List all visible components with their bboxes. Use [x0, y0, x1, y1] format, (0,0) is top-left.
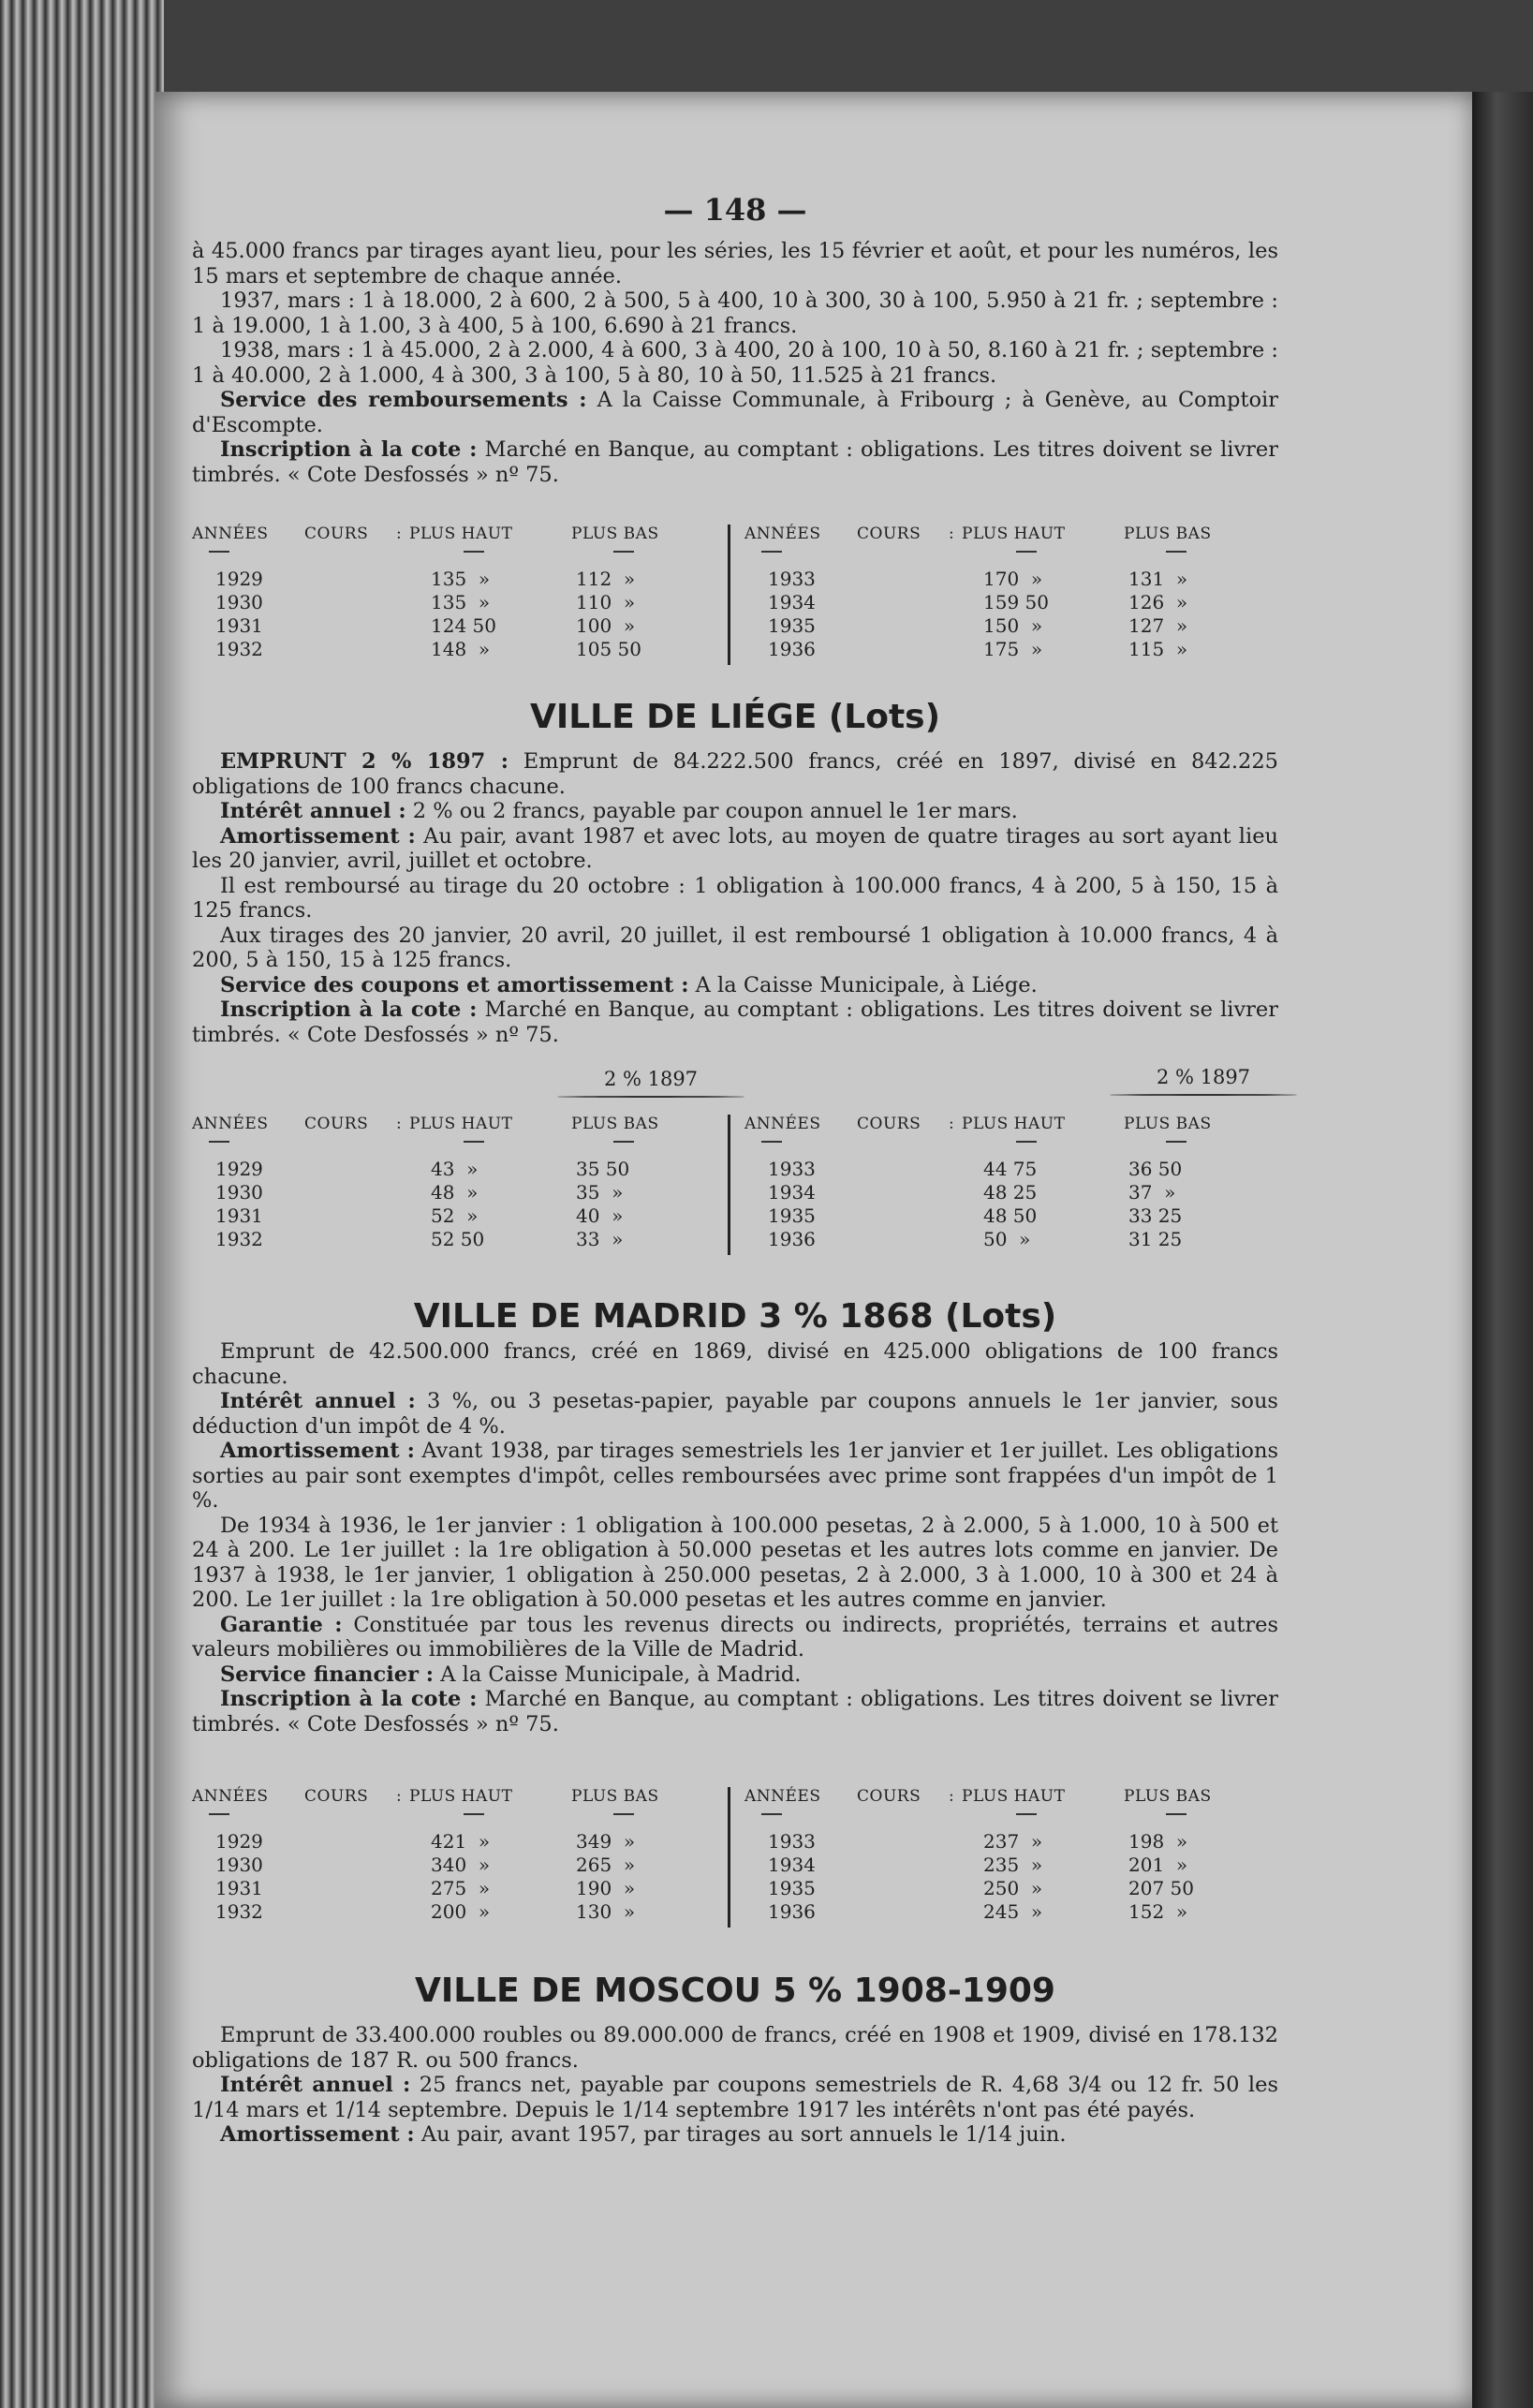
bas-dash [1166, 551, 1187, 553]
haut-column [431, 1158, 484, 1251]
annees-dash [761, 1141, 782, 1143]
table-cell: 1930 [215, 591, 263, 613]
paragraph-label: Service des remboursements : [220, 388, 587, 412]
book-page-edges [0, 0, 164, 2408]
table-cell: 150 » [983, 614, 1043, 637]
intro-paragraph: 1937, mars : 1 à 18.000, 2 à 600, 2 à 500, 5 à 400, 10 à 300, 30 à 100, 5.950 à 21 fr. ; septembre : 1 à 19.000, 1 à 1.00, 3 à 400, 5 à 100, 6.690 à 21 francs. [192, 288, 1278, 338]
liege-paragraph [192, 749, 1278, 799]
paragraph-label: Amortissement : [220, 1439, 415, 1463]
table-cell: 170 » [983, 568, 1043, 590]
paragraph-text: Marché en Banque, au comptant : obligations. Les titres doivent se livrer timbrés. « Cote Desfossés » nº 75. [192, 1687, 1278, 1736]
table-cell: 126 » [1128, 591, 1188, 613]
table-cell: 349 » [576, 1830, 636, 1853]
paragraph-text: 2 % ou 2 francs, payable par coupon annuel le 1er mars. [405, 799, 1018, 823]
liege-section [192, 749, 1278, 1047]
bas-column [576, 568, 641, 661]
table-cell: 135 » [431, 568, 491, 590]
liege-paragraph: Aux tirages des 20 janvier, 20 avril, 20 juillet, il est remboursé 1 obligation à 10.000 francs, 4 à 200, 5 à 150, 15 à 125 francs. [192, 923, 1278, 972]
table-cell: 37 » [1128, 1181, 1176, 1204]
table-cell: 1929 [215, 1830, 263, 1853]
bas-column [576, 1158, 629, 1251]
table-cell: 127 » [1128, 614, 1188, 637]
table-cell: 100 » [576, 614, 636, 637]
paragraph-label: Intérêt annuel : [220, 2073, 411, 2097]
table-cell: 48 25 [983, 1181, 1038, 1204]
paragraph-text: Avant 1938, par tirages semestriels les 1er janvier et 1er juillet. Les obligations sorties au pair sont exemptes d'impôt, celles remboursées avec prime sont frappées d'un impôt de 1 %. [192, 1439, 1278, 1513]
moscou-paragraph [192, 2073, 1278, 2122]
haut-dash [1016, 551, 1037, 553]
table-cell: 31 25 [1128, 1228, 1183, 1250]
table-divider [728, 1115, 730, 1255]
table-cell: 52 50 [431, 1228, 485, 1250]
bas-column [1128, 1158, 1182, 1251]
table-cell: 152 » [1128, 1900, 1188, 1923]
price-table-2 [192, 1115, 1278, 1255]
paragraph-label: Intérêt annuel : [220, 1389, 416, 1413]
liege-paragraph: Il est remboursé au tirage du 20 octobre : 1 obligation à 100.000 francs, 4 à 200, 5 à 150, 15 à 125 francs. [192, 873, 1278, 923]
table-cell: 1936 [768, 1228, 816, 1250]
table-brace-label [557, 1068, 744, 1090]
paragraph-text: A la Caisse Municipale, à Madrid. [434, 1662, 802, 1687]
paragraph-text: A la Caisse Communale, à Fribourg ; à Genève, au Comptoir d'Escompte. [192, 388, 1278, 437]
colon-sep: : [949, 524, 955, 543]
paragraph-label: Inscription à la cote : [220, 437, 478, 462]
paragraph-text: 25 francs net, payable par coupons semestriels de R. 4,68 3/4 ou 12 fr. 50 les 1/14 mars et 1/14 septembre. Depuis le 1/14 septembre 1917 les intérêts n'ont pas été payés. [192, 2073, 1278, 2122]
annees-header: ANNÉES [744, 1787, 821, 1806]
paragraph-label: Inscription à la cote : [220, 1687, 478, 1711]
table-cell: 1935 [768, 1877, 816, 1899]
intro-paragraph [192, 388, 1278, 437]
table-cell: 1931 [215, 1877, 263, 1899]
table-cell: 1936 [768, 638, 816, 660]
plus-bas-header: PLUS BAS [571, 524, 659, 543]
bas-dash [613, 1813, 634, 1815]
haut-dash [464, 1141, 484, 1143]
paragraph-text: Au pair, avant 1987 et avec lots, au moyen de quatre tirages au sort ayant lieu les 20 janvier, avril, juillet et octobre. [192, 823, 1278, 873]
table-cell: 33 » [576, 1228, 624, 1250]
table-cell: 1933 [768, 568, 816, 590]
table-cell: 265 » [576, 1854, 636, 1876]
bas-dash [1166, 1813, 1187, 1815]
cours-header: COURS [857, 524, 921, 543]
liege-paragraph [192, 799, 1278, 824]
paragraph-text: Emprunt de 84.222.500 francs, créé en 1897, divisé en 842.225 obligations de 100 francs chacune. [192, 749, 1278, 799]
bas-dash [613, 551, 634, 553]
plus-haut-header: PLUS HAUT [409, 1787, 513, 1806]
plus-haut-header: PLUS HAUT [409, 524, 513, 543]
table-cell: 201 » [1128, 1854, 1188, 1876]
table-cell: 50 » [983, 1228, 1031, 1250]
haut-column [431, 1830, 490, 1924]
table-cell: 40 » [576, 1204, 624, 1227]
table-cell: 421 » [431, 1830, 491, 1853]
haut-column [983, 1830, 1042, 1924]
table-right-half [744, 1115, 1269, 1255]
annees-header: ANNÉES [192, 1115, 269, 1133]
plus-bas-header: PLUS BAS [571, 1115, 659, 1133]
paragraph-text: Marché en Banque, au comptant : obligations. Les titres doivent se livrer timbrés. « Cote Desfossés » nº 75. [192, 997, 1278, 1047]
haut-column [431, 568, 496, 661]
intro-section [192, 239, 1278, 487]
table-cell: 1932 [215, 1900, 263, 1923]
table-cell: 235 » [983, 1854, 1043, 1876]
book-gutter-shadow [1472, 92, 1533, 2408]
paragraph-label: Service des coupons et amortissement : [220, 972, 689, 997]
table-cell: 1934 [768, 591, 816, 613]
plus-bas-header: PLUS BAS [1124, 524, 1212, 543]
table-cell: 35 » [576, 1181, 624, 1204]
paragraph-label: EMPRUNT 2 % 1897 : [220, 749, 509, 774]
moscou-paragraph [192, 2122, 1278, 2148]
table-cell: 250 » [983, 1877, 1043, 1899]
table-cell: 1936 [768, 1900, 816, 1923]
annees-header: ANNÉES [744, 1115, 821, 1133]
colon-sep: : [949, 1787, 955, 1806]
table-cell: 36 50 [1128, 1158, 1183, 1180]
table-cell: 44 75 [983, 1158, 1038, 1180]
table-divider [728, 524, 730, 665]
bas-dash [613, 1141, 634, 1143]
plus-bas-header: PLUS BAS [1124, 1787, 1212, 1806]
paragraph-label: Intérêt annuel : [220, 799, 406, 823]
table-cell: 1930 [215, 1854, 263, 1876]
moscou-paragraph: Emprunt de 33.400.000 roubles ou 89.000.000 de francs, créé en 1908 et 1909, divisé en 178.132 obligations de 187 R. ou 500 francs. [192, 2023, 1278, 2073]
table-cell: 135 » [431, 591, 491, 613]
table-cell: 43 » [431, 1158, 479, 1180]
intro-paragraph: à 45.000 francs par tirages ayant lieu, pour les séries, les 15 février et août, et pour les numéros, les 15 mars et septembre de chaque année. [192, 239, 1278, 288]
years-column [215, 568, 263, 661]
years-column [768, 1158, 816, 1251]
table-cell: 48 » [431, 1181, 479, 1204]
cours-header: COURS [304, 1115, 369, 1133]
table-cell: 1931 [215, 1204, 263, 1227]
section-title-moscou: VILLE DE MOSCOU 5 % 1908-1909 [415, 1972, 1055, 2010]
annees-header: ANNÉES [192, 524, 269, 543]
years-column [768, 1830, 816, 1924]
bas-dash [1166, 1141, 1187, 1143]
annees-dash [209, 1141, 229, 1143]
table-cell: 148 » [431, 638, 491, 660]
cours-header: COURS [857, 1115, 921, 1133]
liege-paragraph [192, 973, 1278, 998]
liege-paragraph [192, 824, 1278, 874]
table-cell: 105 50 [576, 638, 641, 660]
table-cell: 198 » [1128, 1830, 1188, 1853]
section-title-liege: VILLE DE LIÉGE (Lots) [529, 698, 941, 736]
table-cell: 1929 [215, 568, 263, 590]
brace-label: 2 % 1897 [1156, 1066, 1251, 1088]
madrid-paragraph [192, 1439, 1278, 1514]
moscou-section [192, 2023, 1278, 2148]
table-cell: 1935 [768, 614, 816, 637]
madrid-paragraph [192, 1662, 1278, 1688]
paragraph-label: Service financier : [220, 1662, 435, 1687]
plus-bas-header: PLUS BAS [571, 1787, 659, 1806]
cours-header: COURS [304, 524, 369, 543]
table-right-half [744, 1787, 1269, 1928]
bas-column [576, 1830, 635, 1924]
table-cell: 190 » [576, 1877, 636, 1899]
table-cell: 200 » [431, 1900, 491, 1923]
annees-header: ANNÉES [744, 524, 821, 543]
liege-paragraph [192, 997, 1278, 1047]
table-cell: 52 » [431, 1204, 479, 1227]
intro-paragraph: 1938, mars : 1 à 45.000, 2 à 2.000, 4 à 600, 3 à 400, 20 à 100, 10 à 50, 8.160 à 21 fr. ; septembre : 1 à 40.000, 2 à 1.000, 4 à 300, 3 à 100, 5 à 80, 10 à 50, 11.525 à 21 francs. [192, 338, 1278, 388]
table-cell: 1933 [768, 1158, 816, 1180]
plus-haut-header: PLUS HAUT [962, 524, 1066, 543]
colon-sep: : [396, 524, 403, 543]
paragraph-text: Constituée par tous les revenus directs ou indirects, propriétés, terrains et autres valeurs mobilières ou immobilières de la Ville de Madrid. [192, 1612, 1279, 1662]
haut-dash [1016, 1813, 1037, 1815]
madrid-paragraph: De 1934 à 1936, le 1er janvier : 1 obligation à 100.000 pesetas, 2 à 2.000, 5 à 1.000, 10 à 500 et 24 à 200. Le 1er juillet : la 1re obligation à 50.000 pesetas et les autres lots comme en janvier. De 1937 à 1938, le 1er janvier, 1 obligation à 250.000 pesetas, 2 à 2.000, 3 à 1.000, 10 à 300 et 24 à 200. Le 1er juillet : la 1re obligation à 50.000 pesetas et les autres comme en janvier. [192, 1513, 1278, 1612]
plus-haut-header: PLUS HAUT [409, 1115, 513, 1133]
table-cell: 1932 [215, 638, 263, 660]
table-cell: 1933 [768, 1830, 816, 1853]
haut-column [983, 568, 1049, 661]
table-left-half [192, 524, 716, 665]
table-divider [728, 1787, 730, 1928]
plus-bas-header: PLUS BAS [1124, 1115, 1212, 1133]
bas-column [1128, 1830, 1194, 1924]
table-cell: 1934 [768, 1181, 816, 1204]
paragraph-text: 3 %, ou 3 pesetas-papier, payable par coupons annuels le 1er janvier, sous déduction d'un impôt de 4 %. [192, 1389, 1278, 1439]
haut-column [983, 1158, 1037, 1251]
years-column [215, 1158, 263, 1251]
years-column [768, 568, 816, 661]
table-cell: 340 » [431, 1854, 491, 1876]
table-cell: 115 » [1128, 638, 1188, 660]
table-cell: 33 25 [1128, 1204, 1183, 1227]
bas-column [1128, 568, 1187, 661]
table-cell: 1929 [215, 1158, 263, 1180]
madrid-paragraph [192, 1613, 1278, 1662]
table-cell: 1934 [768, 1854, 816, 1876]
table-cell: 175 » [983, 638, 1043, 660]
table-cell: 207 50 [1128, 1877, 1194, 1899]
haut-dash [464, 551, 484, 553]
madrid-paragraph [192, 1687, 1278, 1736]
colon-sep: : [396, 1787, 403, 1806]
table-cell: 131 » [1128, 568, 1188, 590]
madrid-paragraph: Emprunt de 42.500.000 francs, créé en 1869, divisé en 425.000 obligations de 100 francs chacune. [192, 1339, 1278, 1389]
table-cell: 1932 [215, 1228, 263, 1250]
plus-haut-header: PLUS HAUT [962, 1115, 1066, 1133]
table-right-half [744, 524, 1269, 665]
table-cell: 1935 [768, 1204, 816, 1227]
annees-dash [761, 1813, 782, 1815]
paragraph-label: Amortissement : [220, 2122, 415, 2147]
paragraph-text: Marché en Banque, au comptant : obligations. Les titres doivent se livrer timbrés. « Cote Desfossés » nº 75. [192, 437, 1278, 487]
haut-dash [464, 1813, 484, 1815]
paragraph-label: Inscription à la cote : [220, 997, 478, 1022]
paragraph-text: A la Caisse Municipale, à Liége. [688, 972, 1038, 997]
section-title-madrid: VILLE DE MADRID 3 % 1868 (Lots) [413, 1297, 1057, 1336]
table-brace-label [1110, 1066, 1297, 1088]
years-column [215, 1830, 263, 1924]
table-cell: 159 50 [983, 591, 1049, 613]
haut-dash [1016, 1141, 1037, 1143]
annees-dash [761, 551, 782, 553]
madrid-section [192, 1339, 1278, 1736]
table-left-half [192, 1787, 716, 1928]
table-cell: 237 » [983, 1830, 1043, 1853]
table-cell: 110 » [576, 591, 636, 613]
page-number: — 148 — [663, 192, 807, 228]
table-cell: 245 » [983, 1900, 1043, 1923]
paragraph-text: Au pair, avant 1957, par tirages au sort annuels le 1/14 juin. [414, 2122, 1067, 2147]
table-cell: 112 » [576, 568, 636, 590]
brace-label: 2 % 1897 [603, 1068, 699, 1090]
price-table-3 [192, 1787, 1278, 1928]
cours-header: COURS [304, 1787, 369, 1806]
plus-haut-header: PLUS HAUT [962, 1787, 1066, 1806]
colon-sep: : [396, 1115, 403, 1133]
annees-dash [209, 551, 229, 553]
table-cell: 1931 [215, 614, 263, 637]
table-cell: 275 » [431, 1877, 491, 1899]
table-cell: 130 » [576, 1900, 636, 1923]
table-cell: 1930 [215, 1181, 263, 1204]
table-cell: 35 50 [576, 1158, 630, 1180]
paragraph-label: Garantie : [220, 1612, 343, 1637]
table-left-half [192, 1115, 716, 1255]
table-cell: 48 50 [983, 1204, 1038, 1227]
paragraph-label: Amortissement : [220, 823, 416, 849]
annees-dash [209, 1813, 229, 1815]
madrid-paragraph [192, 1389, 1278, 1439]
cours-header: COURS [857, 1787, 921, 1806]
table-cell: 124 50 [431, 614, 496, 637]
annees-header: ANNÉES [192, 1787, 269, 1806]
intro-paragraph [192, 437, 1278, 487]
price-table-1 [192, 524, 1278, 665]
colon-sep: : [949, 1115, 955, 1133]
